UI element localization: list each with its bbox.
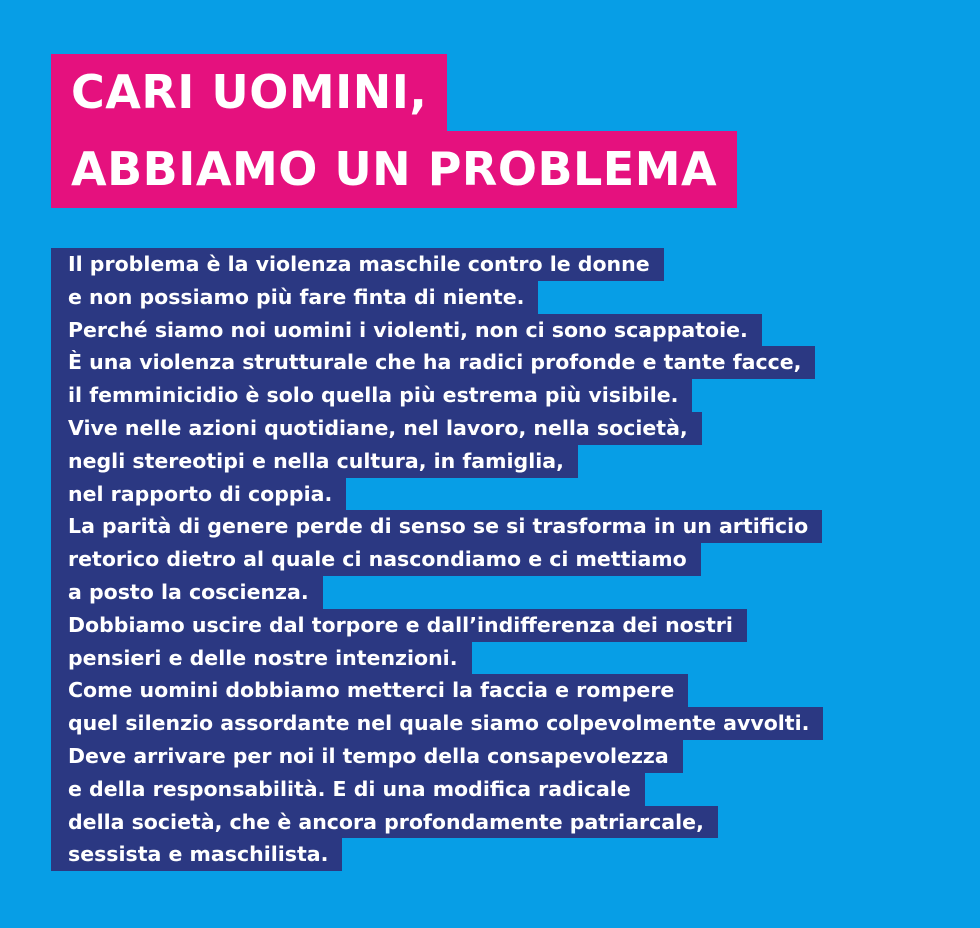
body-line-10: retorico dietro al quale ci nascondiamo e ci mettiamo (51, 543, 701, 576)
body-line-2: e non possiamo più fare finta di niente. (51, 281, 538, 314)
body-line-19: sessista e maschilista. (51, 838, 342, 871)
headline (51, 54, 901, 208)
manifesto-body (51, 248, 823, 871)
body-line-4: È una violenza strutturale che ha radici profonde e tante facce, (51, 346, 815, 379)
body-line-16: Deve arrivare per noi il tempo della consapevolezza (51, 740, 683, 773)
headline-line-1: CARI UOMINI, (51, 54, 447, 131)
body-line-14: Come uomini dobbiamo metterci la faccia e rompere (51, 674, 688, 707)
body-line-17: e della responsabilità. E di una modifica radicale (51, 773, 645, 806)
body-line-3: Perché siamo noi uomini i violenti, non ci sono scappatoie. (51, 314, 762, 347)
body-line-1: Il problema è la violenza maschile contro le donne (51, 248, 664, 281)
body-line-9: La parità di genere perde di senso se si trasforma in un artificio (51, 510, 822, 543)
body-line-7: negli stereotipi e nella cultura, in famiglia, (51, 445, 578, 478)
body-line-5: il femminicidio è solo quella più estrema più visibile. (51, 379, 692, 412)
body-line-11: a posto la coscienza. (51, 576, 323, 609)
body-line-12: Dobbiamo uscire dal torpore e dall’indifferenza dei nostri (51, 609, 747, 642)
headline-line-2: ABBIAMO UN PROBLEMA (51, 131, 737, 208)
body-line-18: della società, che è ancora profondamente patriarcale, (51, 806, 718, 839)
body-line-13: pensieri e delle nostre intenzioni. (51, 642, 472, 675)
body-line-6: Vive nelle azioni quotidiane, nel lavoro, nella società, (51, 412, 702, 445)
body-line-8: nel rapporto di coppia. (51, 478, 346, 511)
body-line-15: quel silenzio assordante nel quale siamo colpevolmente avvolti. (51, 707, 823, 740)
